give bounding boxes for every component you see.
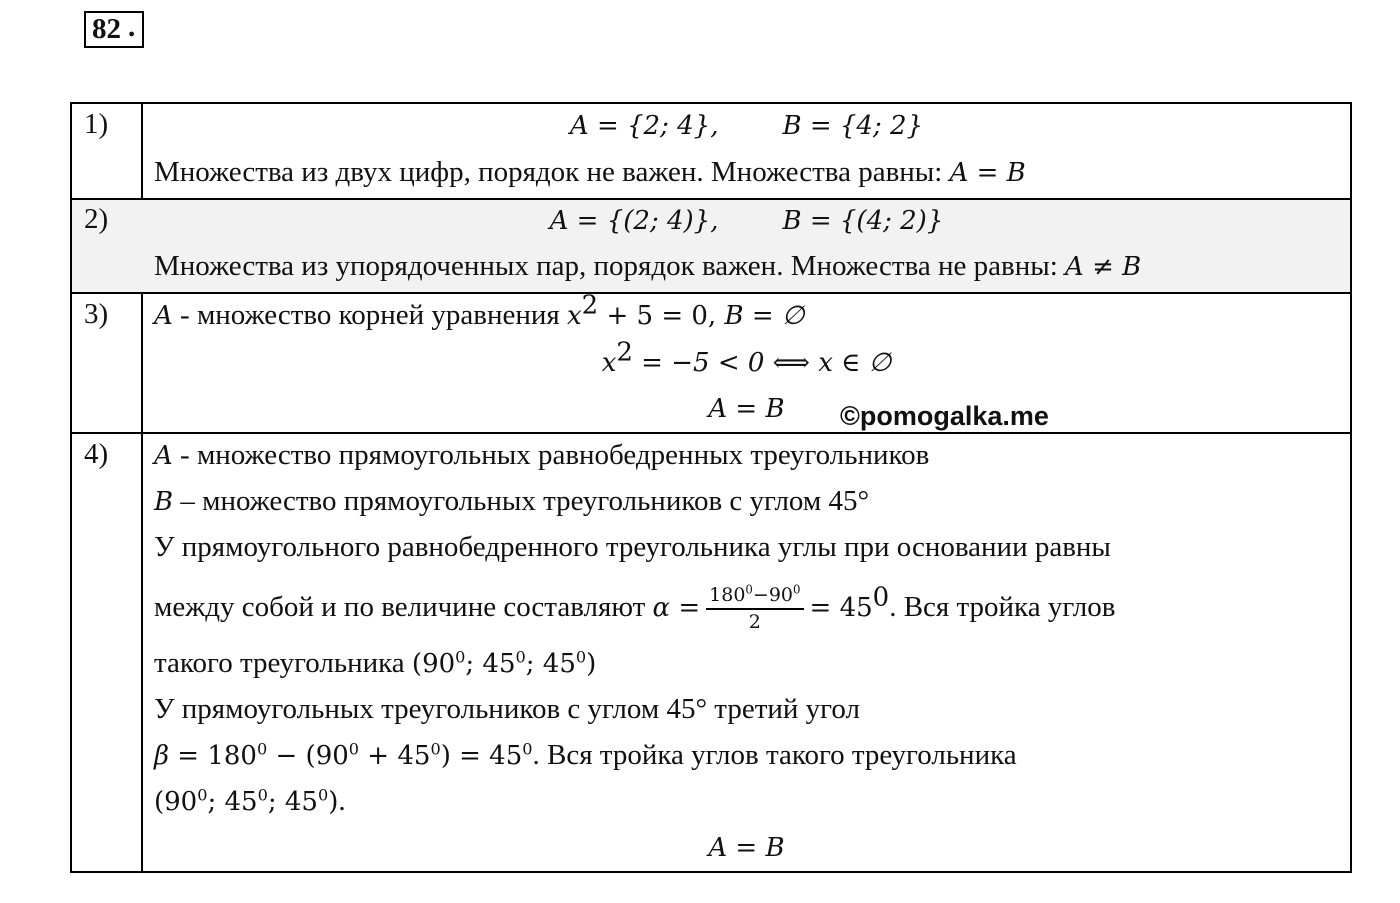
explanation-text: Множества из упорядоченных пар, порядок важен. Множества не равны:: [154, 250, 1066, 282]
fraction-numerator: $180^0-90^0$: [706, 586, 803, 610]
row4-text: У прямоугольных треугольников с углом 45° третий угол: [154, 693, 860, 725]
set-a: A = {(2; 4)},: [549, 206, 719, 236]
row4-line-5: такого треугольника ($90^0$; $45^0$; $45^0$): [154, 647, 597, 679]
row4-text: между собой и по величине составляют: [154, 591, 653, 623]
table-row-3: [72, 290, 1350, 434]
var-a: A: [154, 441, 173, 471]
row-number: 4): [84, 438, 109, 470]
row4-line-6: [154, 692, 860, 726]
table-row-2: [72, 200, 1350, 294]
var-x: x: [601, 348, 617, 378]
row4-text: . Вся тройка углов такого треугольника: [532, 739, 1017, 771]
row4-line-7: $\beta = 180^0 - (90^0 + 45^0) = 45^0$. Вся тройка углов такого треугольника: [154, 739, 1017, 771]
row3-line-3: [143, 391, 1350, 426]
row4-line-8: ($90^0$; $45^0$; $45^0$).: [154, 785, 346, 817]
conclusion: A = B: [708, 394, 785, 424]
fraction-denominator: 2: [748, 611, 761, 634]
var-beta: β: [154, 741, 170, 771]
row4-line-3: [154, 530, 1111, 564]
row4-line-4: [154, 574, 1115, 641]
conclusion: A ≠ B: [1065, 252, 1142, 282]
row4-text: .: [338, 785, 346, 817]
equation-rest: + 5 = 0,: [598, 301, 717, 331]
equation-var: x: [567, 301, 582, 331]
set-b: B = {(4; 2)}: [782, 206, 944, 236]
row3-line-1: [154, 290, 805, 333]
exponent: 2: [581, 290, 599, 321]
result: = 45: [809, 593, 873, 623]
table-row-4: [72, 434, 1350, 871]
problem-number-dot: .: [128, 11, 136, 43]
set-b-empty: B = ∅: [716, 301, 805, 331]
exponent: 0: [872, 582, 890, 613]
row-number: 1): [84, 108, 109, 140]
fraction: [706, 583, 803, 634]
explanation-line: [154, 249, 1141, 284]
explanation-line: [154, 155, 1026, 190]
row4-line-1: [154, 438, 929, 473]
watermark: ©pomogalka.me: [840, 401, 1049, 431]
row4-conclusion: [143, 830, 1350, 865]
solution-table: [70, 102, 1352, 873]
row4-text: – множество прямоугольных треугольников с углом 45°: [173, 485, 870, 517]
set-b: B = {4; 2}: [782, 111, 924, 141]
set-a: A = {2; 4},: [569, 111, 719, 141]
row-number: 3): [84, 298, 109, 330]
row4-text: - множество прямоугольных равнобедренных треугольников: [172, 439, 930, 471]
row4-text: У прямоугольного равнобедренного треугольника углы при основании равны: [154, 531, 1111, 563]
sets-definition: [143, 108, 1350, 143]
var-b: B: [154, 487, 174, 517]
row4-line-2: [154, 484, 869, 519]
table-row-1: [72, 104, 1350, 200]
conclusion: A = B: [708, 833, 785, 863]
row4-text: такого треугольника: [154, 647, 412, 679]
var-a: A: [154, 301, 173, 331]
row-number: 2): [84, 203, 109, 235]
conclusion: A = B: [949, 158, 1026, 188]
row3-line-2: [143, 337, 1350, 380]
exponent: 2: [616, 337, 633, 368]
row4-text: . Вся тройка углов: [889, 591, 1116, 623]
inequality: = −5 < 0 ⟺ x ∈ ∅: [632, 348, 892, 378]
alpha-eq: α =: [652, 593, 701, 623]
problem-number: 82: [92, 13, 121, 45]
sets-definition: [143, 203, 1350, 238]
row3-text: - множество корней уравнения: [172, 299, 567, 331]
explanation-text: Множества из двух цифр, порядок не важен. Множества равны:: [154, 156, 950, 188]
